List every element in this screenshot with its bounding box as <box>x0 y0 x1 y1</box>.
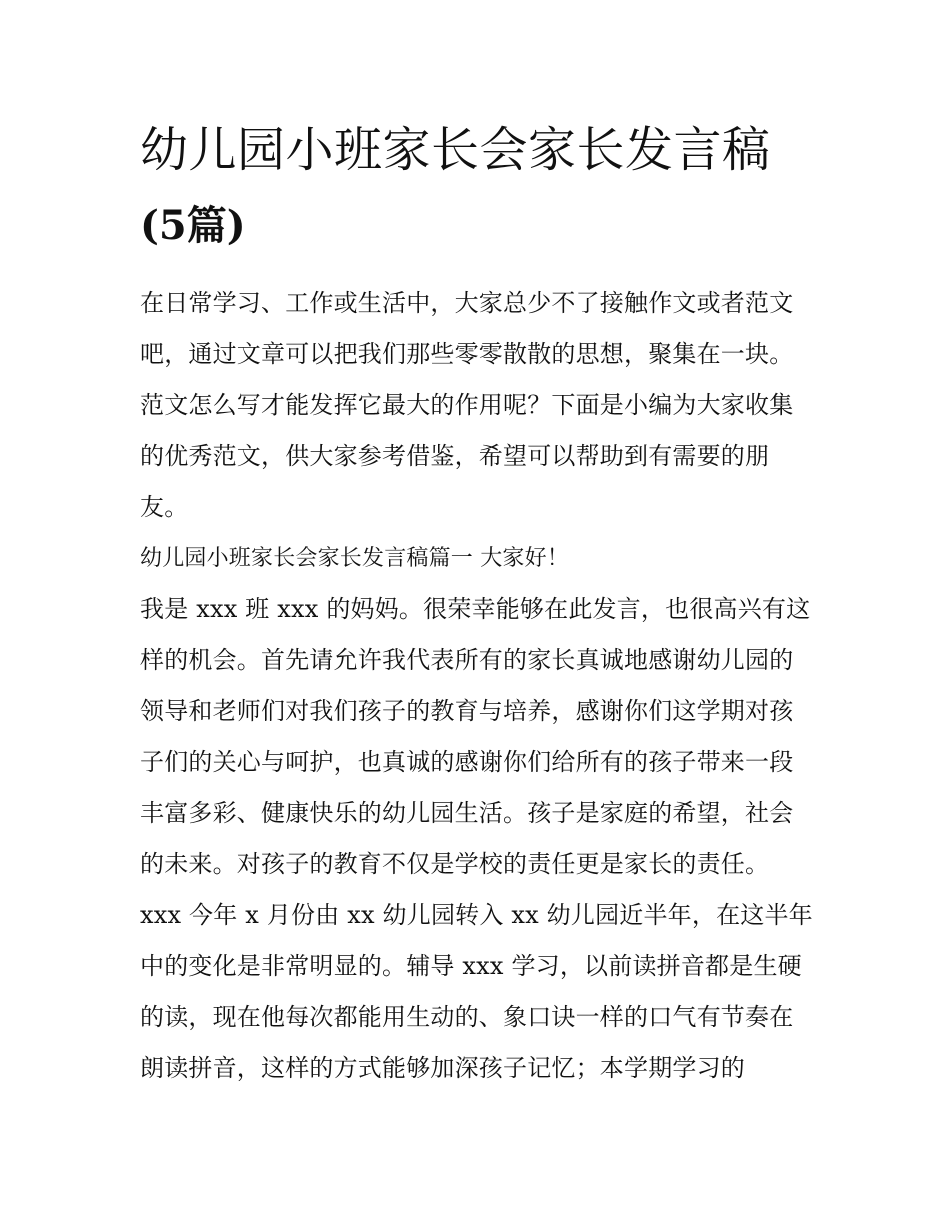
body-line: 我是 xxx 班 xxx 的妈妈。很荣幸能够在此发言，也很高兴有这 <box>140 595 811 623</box>
body-line: 领导和老师们对我们孩子的教育与培养，感谢你们这学期对孩 <box>140 697 794 725</box>
document-body <box>140 278 820 1094</box>
body-line: 在日常学习、工作或生活中，大家总少不了接触作文或者范文 <box>140 289 794 317</box>
body-line: 丰富多彩、健康快乐的幼儿园生活。孩子是家庭的希望，社会 <box>140 799 794 827</box>
title-line-2: (5篇) <box>140 202 246 249</box>
body-line: 的优秀范文，供大家参考借鉴，希望可以帮助到有需要的朋 <box>140 442 770 470</box>
section-heading: 幼儿园小班家长会家长发言稿篇一 大家好！ <box>140 546 569 571</box>
body-line: 的未来。对孩子的教育不仅是学校的责任更是家长的责任。 <box>140 850 770 878</box>
body-line: 范文怎么写才能发挥它最大的作用呢？下面是小编为大家收集 <box>140 391 794 419</box>
body-line: xxx 今年 x 月份由 xx 幼儿园转入 xx 幼儿园近半年，在这半年 <box>140 901 813 929</box>
body-line: 友。 <box>140 493 189 521</box>
body-line: 的读，现在他每次都能用生动的、象口诀一样的口气有节奏在 <box>140 1003 794 1031</box>
title-line-1: 幼儿园小班家长会家长发言稿 <box>140 122 771 178</box>
body-line: 样的机会。首先请允许我代表所有的家长真诚地感谢幼儿园的 <box>140 646 794 674</box>
document-title <box>140 112 820 264</box>
body-line: 吧，通过文章可以把我们那些零零散散的思想，聚集在一块。 <box>140 340 794 368</box>
body-line: 朗读拼音，这样的方式能够加深孩子记忆；本学期学习的 <box>140 1054 745 1082</box>
body-line: 中的变化是非常明显的。辅导 xxx 学习，以前读拼音都是生硬 <box>140 952 802 980</box>
body-line: 子们的关心与呵护，也真诚的感谢你们给所有的孩子带来一段 <box>140 748 794 776</box>
